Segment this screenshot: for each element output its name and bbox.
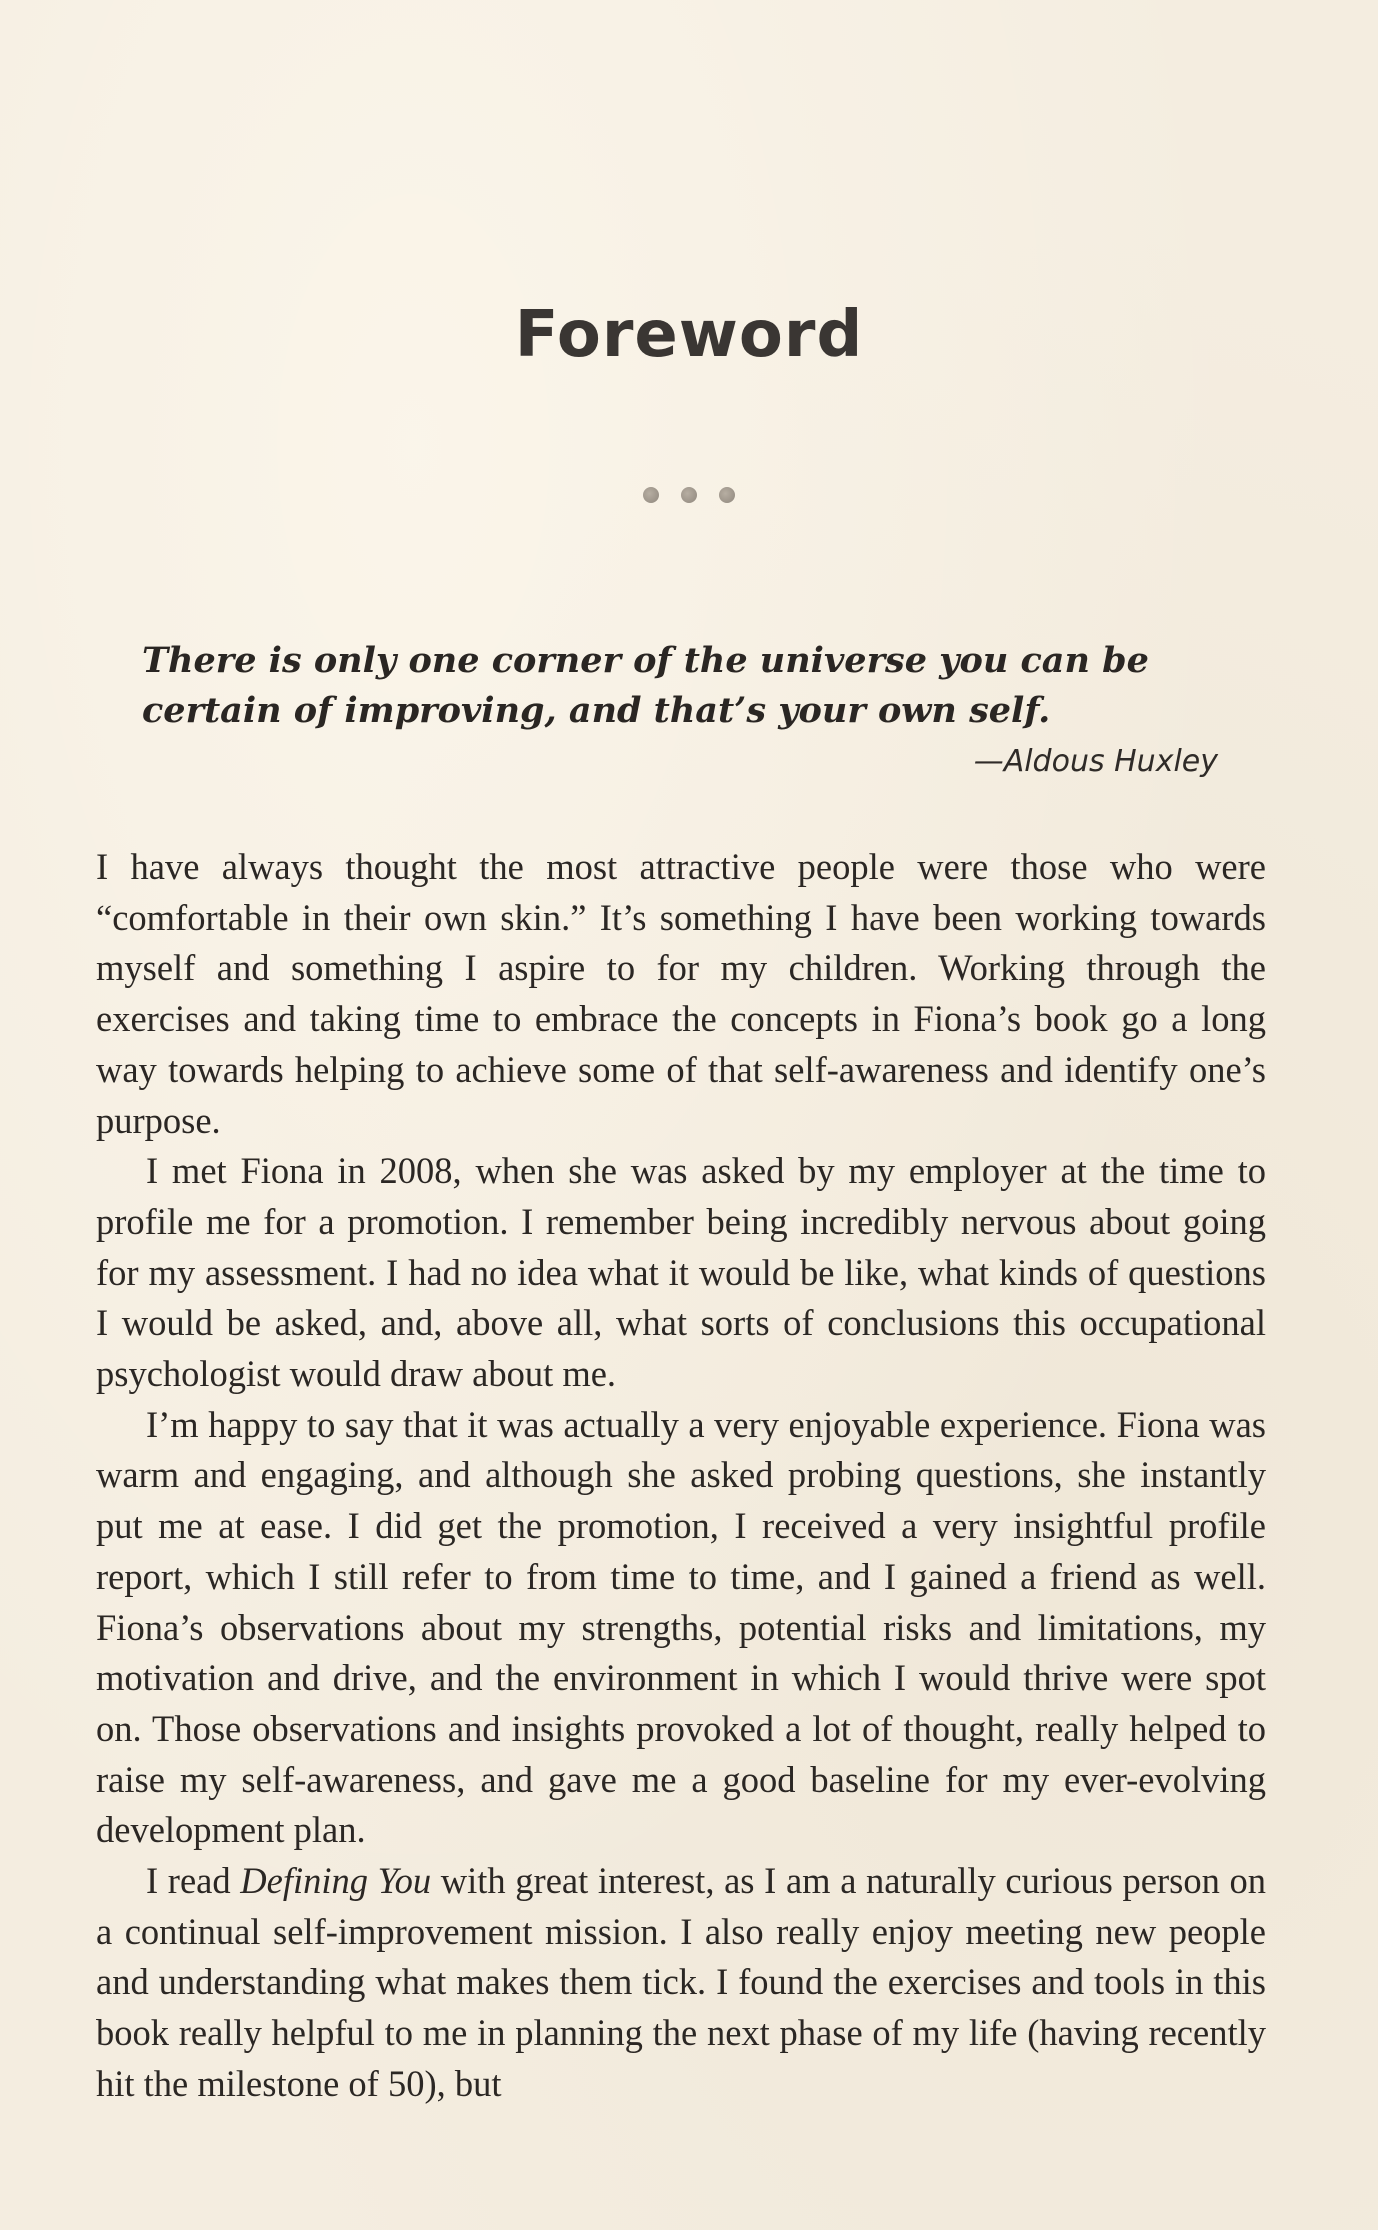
ornament-dot-icon (681, 487, 697, 503)
book-title: Defining You (240, 1860, 432, 1902)
paragraph-text-before: I read (146, 1860, 241, 1902)
paragraph: I’m happy to say that it was actually a very enjoyable experience. Fiona was warm and engaging, and although she asked probing questions, she instantly put me at ease. I did get the promotion, I received a very insightful profile report, which I still refer to from time to time, and I gained a friend as well. Fiona’s observations about my strengths, potential risks and limitations, my motivation and drive, and the environment in which I would thrive were spot on. Those observations and insights provoked a lot of thought, really helped to raise my self-awareness, and gave me a good baseline for my ever-evolving development plan. (96, 1403, 1266, 1851)
paragraph: I met Fiona in 2008, when she was asked by my employer at the time to profile me for a promotion. I remember being incredibly nervous about going for my assessment. I had no idea what it would be like, what kinds of questions I would be asked, and, above all, what sorts of conclusions this occupational psychologist would draw about me. (96, 1150, 1266, 1395)
ornament-dot-icon (719, 487, 735, 503)
paragraph-text-after: with great interest, as I am a naturally curious person on a continual self-improvement mission. I also really enjoy meeting new people and understanding what makes them tick. I found the exercises and tools in this book really helpful to me in planning the next phase of my life (having recently hit the milestone of 50), but (96, 1860, 1266, 2104)
foreword-body (96, 842, 1266, 2110)
epigraph-attribution: —Aldous Huxley (973, 744, 1218, 779)
paragraph: I have always thought the most attractive people were those who were “comfortable in their own skin.” It’s something I have been working towards myself and something I aspire to for my children. Working through the exercises and taking time to embrace the concepts in Fiona’s book go a long way towards helping to achieve some of that self-awareness and identify one’s purpose. (96, 846, 1266, 1141)
page-title: Foreword (514, 298, 864, 372)
ornament-dot-icon (643, 487, 659, 503)
paragraph (96, 1856, 1266, 2110)
section-ornament (0, 487, 1378, 503)
epigraph-quote: There is only one corner of the universe you can be certain of improving, and that’s your own self. (142, 640, 1149, 731)
